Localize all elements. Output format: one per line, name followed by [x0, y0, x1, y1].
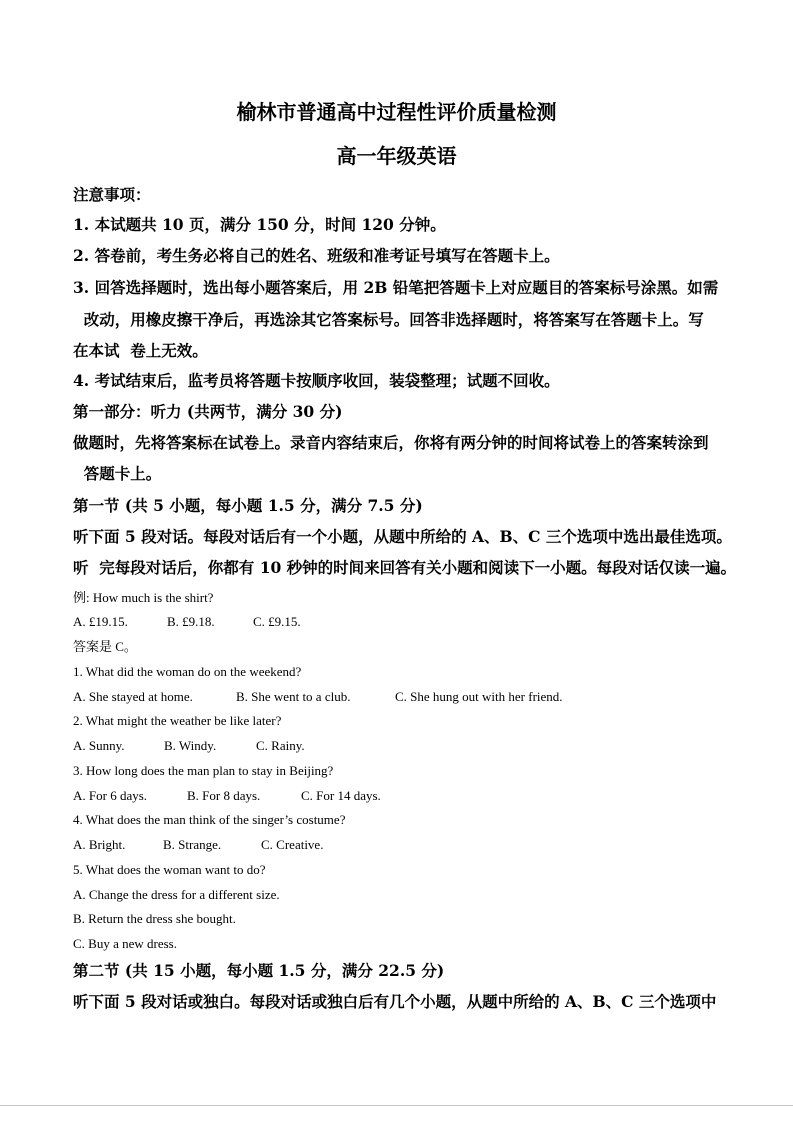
option: A. £19.15.: [73, 614, 128, 629]
option: B. Strange.: [163, 837, 222, 852]
question-3: 3. How long does the man plan to stay in Beijing?: [73, 763, 334, 778]
option: A. Bright.: [73, 837, 126, 852]
example-options: [73, 614, 301, 630]
option: C. Buy a new dress.: [73, 936, 177, 951]
note-line: 1. 本试题共 10 页，满分 150 分，时间 120 分钟。: [73, 215, 446, 234]
notes-heading: 注意事项：: [73, 185, 151, 204]
note-line: 3. 回答选择题时，选出每小题答案后，用 2B 铅笔把答题卡上对应题目的答案标号涂黑。如需: [73, 278, 719, 297]
part1-instruction: 答题卡上。: [73, 464, 162, 483]
part1-instruction: 做题时，先将答案标在试卷上。录音内容结束后，你将有两分钟的时间将试卷上的答案转涂到: [73, 433, 709, 452]
option: A. She stayed at home.: [73, 689, 193, 704]
option: A. Change the dress for a different size.: [73, 887, 280, 902]
question-2: 2. What might the weather be like later?: [73, 713, 282, 728]
option: B. Return the dress she bought.: [73, 911, 236, 926]
option: C. She hung out with her friend.: [395, 689, 563, 704]
note-line: 在本试 卷上无效。: [73, 341, 208, 360]
option: A. For 6 days.: [73, 788, 148, 803]
option: C. £9.15.: [253, 614, 301, 629]
example-question: 例: How much is the shirt?: [73, 590, 214, 605]
option: B. She went to a club.: [236, 689, 351, 704]
example-answer: 答案是 C。: [73, 639, 137, 654]
section2-heading: 第二节 (共 15 小题，每小题 1.5 分，满分 22.5 分): [73, 961, 445, 980]
option: B. £9.18.: [167, 614, 215, 629]
question-4-options: [73, 837, 323, 853]
section1-heading: 第一节 (共 5 小题，每小题 1.5 分，满分 7.5 分): [73, 496, 423, 515]
part1-heading: 第一部分：听力 (共两节，满分 30 分): [73, 402, 343, 421]
note-line: 改动，用橡皮擦干净后，再选涂其它答案标号。回答非选择题时，将答案写在答题卡上。写: [73, 310, 704, 329]
section1-instruction: 听 完每段对话后，你都有 10 秒钟的时间来回答有关小题和阅读下一小题。每段对话仅读一遍。: [73, 558, 737, 577]
section1-instruction: 听下面 5 段对话。每段对话后有一个小题，从题中所给的 A、B、C 三个选项中选出最佳选项。: [73, 527, 732, 546]
note-line: 2. 答卷前，考生务必将自己的姓名、班级和准考证号填写在答题卡上。: [73, 246, 560, 265]
question-5: 5. What does the woman want to do?: [73, 862, 266, 877]
page-subtitle: 高一年级英语: [336, 144, 457, 168]
option: C. For 14 days.: [301, 788, 381, 803]
note-line: 4. 考试结束后，监考员将答题卡按顺序收回，装袋整理；试题不回收。: [73, 371, 560, 390]
page-bottom-divider: [0, 1105, 793, 1106]
question-2-options: [73, 738, 305, 754]
option: B. Windy.: [164, 738, 217, 753]
question-1: 1. What did the woman do on the weekend?: [73, 664, 302, 679]
question-1-options: [73, 689, 563, 705]
option: C. Rainy.: [256, 738, 305, 753]
page-title: 榆林市普通高中过程性评价质量检测: [236, 100, 557, 124]
question-4: 4. What does the man think of the singer’s costume?: [73, 812, 346, 827]
option: C. Creative.: [261, 837, 324, 852]
option: B. For 8 days.: [187, 788, 261, 803]
question-3-options: [73, 788, 381, 804]
section2-instruction: 听下面 5 段对话或独白。每段对话或独白后有几个小题，从题中所给的 A、B、C 三个选项中: [73, 992, 717, 1011]
option: A. Sunny.: [73, 738, 125, 753]
